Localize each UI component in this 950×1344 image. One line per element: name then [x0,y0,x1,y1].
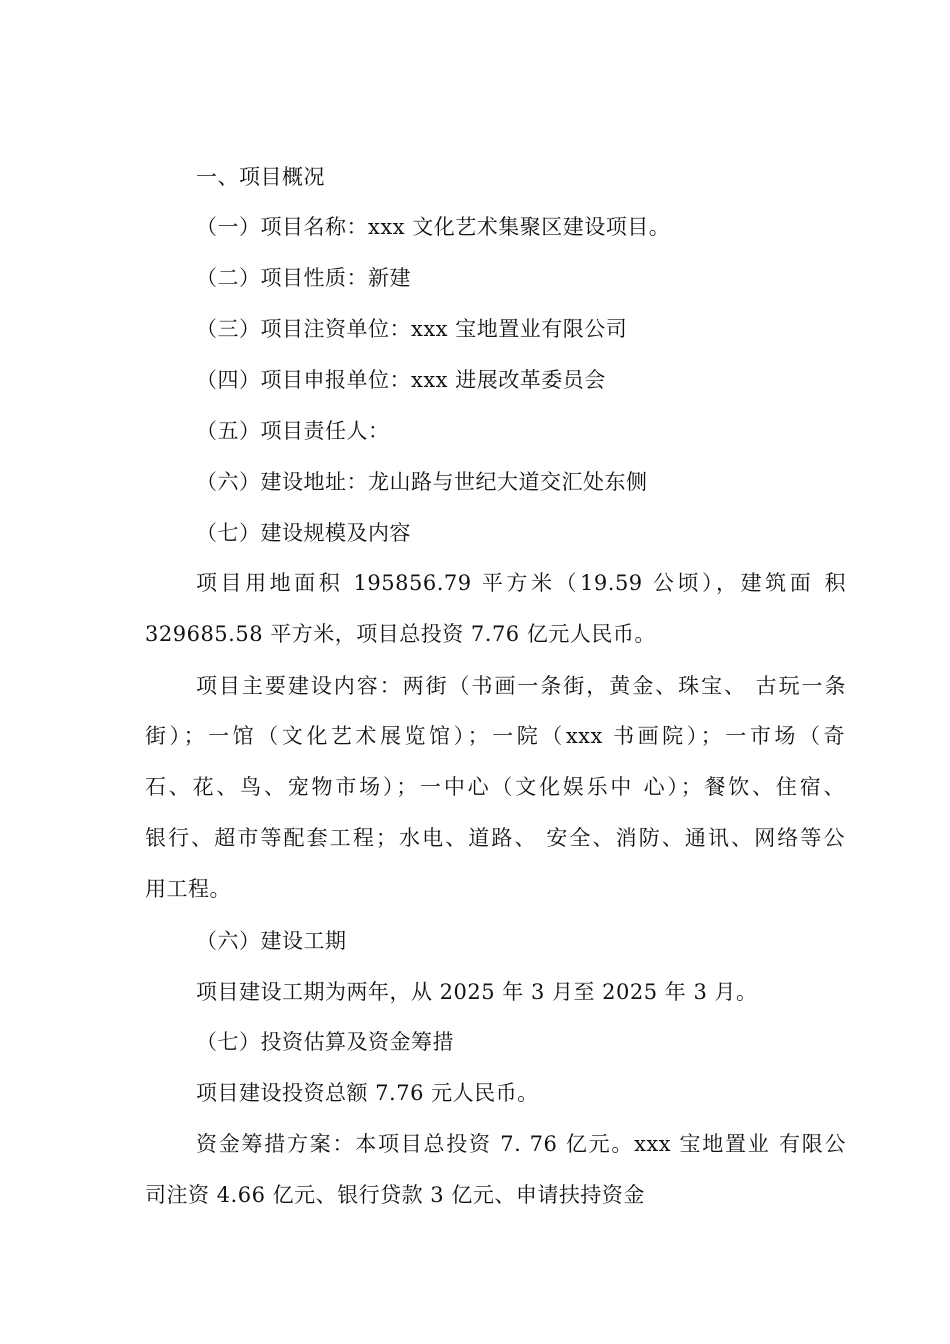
item-project-nature: （二）项目性质：新建 [196,266,411,290]
scale-paragraph-line: 329685.58 平方米，项目总投资 7.76 亿元人民币。 [145,622,656,646]
funding-paragraph-line: 司注资 4.66 亿元、银行贷款 3 亿元、申请扶持资金 [145,1183,645,1207]
item-responsible: （五）项目责任人： [196,419,390,443]
funding-paragraph-line: 资金筹措方案：本项目总投资 7. 76 亿元。xxx 宝地置业 有限公 [196,1132,846,1156]
item-applicant: （四）项目申报单位：xxx 进展改革委员会 [196,368,606,392]
section-heading: 一、项目概况 [196,165,325,189]
period-heading: （六）建设工期 [196,929,347,953]
content-paragraph-line: 石、花、鸟、宠物市场）；一中心（文化娱乐中 心）；餐饮、住宿、 [145,775,845,799]
content-paragraph-line: 街）；一馆（文化艺术展览馆）；一院（xxx 书画院）；一市场（奇 [145,724,845,748]
item-address: （六）建设地址：龙山路与世纪大道交汇处东侧 [196,470,648,494]
invest-heading: （七）投资估算及资金筹措 [196,1030,454,1054]
content-paragraph-line: 用工程。 [145,877,231,901]
period-text: 项目建设工期为两年，从 2025 年 3 月至 2025 年 3 月。 [196,980,758,1004]
item-scale-heading: （七）建设规模及内容 [196,521,411,545]
scale-paragraph-line: 项目用地面积 195856.79 平方米（19.59 公顷），建筑面 积 [196,571,846,595]
content-paragraph-line: 银行、超市等配套工程；水电、道路、 安全、消防、通讯、网络等公 [145,826,845,850]
invest-total: 项目建设投资总额 7.76 元人民币。 [196,1081,539,1105]
item-project-name: （一）项目名称：xxx 文化艺术集聚区建设项目。 [196,215,671,239]
content-paragraph-line: 项目主要建设内容：两街（书画一条街，黄金、珠宝、 古玩一条 [196,674,846,698]
item-investor: （三）项目注资单位：xxx 宝地置业有限公司 [196,317,628,341]
